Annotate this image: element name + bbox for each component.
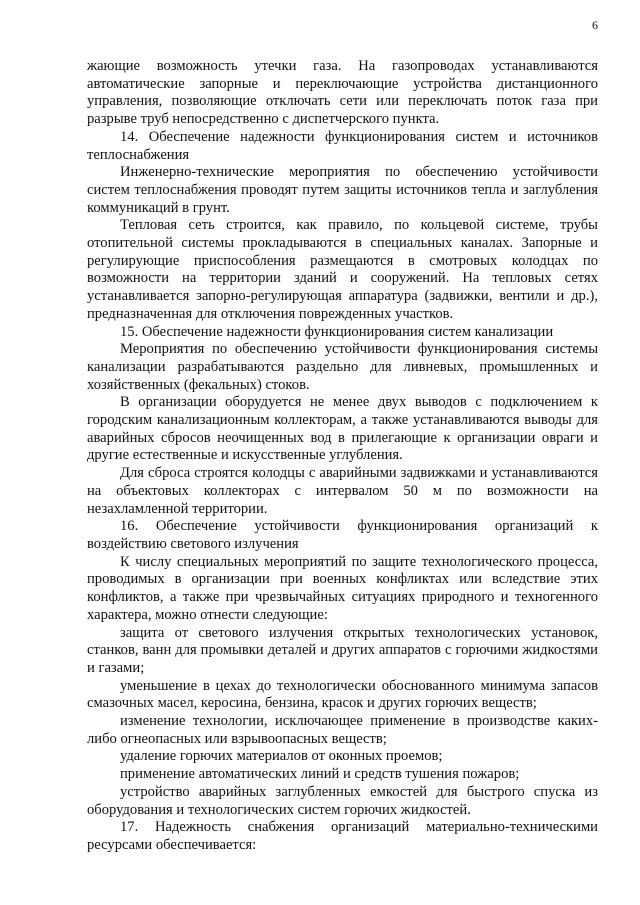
page-number: 6 xyxy=(592,18,598,32)
paragraph: Тепловая сеть строится, как правило, по кольцевой системе, трубы отопительной системы прокладываются в специальных каналах. Запорные и регулирующие приспособления размещаются в смотровых колодцах по возможности на территории зданий и сооружений. На тепловых сетях устанавливается запорно-регулирующая аппаратура (задвижки, вентили и др.), предназначенная для отключения поврежденных участков. xyxy=(87,217,598,322)
section-heading-14: 14. Обеспечение надежности функционирования систем и источников теплоснабжения xyxy=(87,128,598,163)
list-item: удаление горючих материалов от оконных проемов; xyxy=(120,748,443,765)
paragraph: К числу специальных мероприятий по защите технологического процесса, проводимых в организации при военных конфликтах или вследствие этих конфликтов, а также при чрезвычайных ситуациях природного и техногенного характера, можно отнести следующие: xyxy=(87,553,598,623)
section-heading-15: 15. Обеспечение надежности функционирования систем канализации xyxy=(120,323,554,340)
page-body xyxy=(87,58,598,855)
paragraph: Мероприятия по обеспечению устойчивости функционирования системы канализации разрабатываются раздельно для ливневых, промышленных и хозяйственных (фекальных) стоков. xyxy=(87,341,598,393)
paragraph-gas-continuation: жающие возможность утечки газа. На газопроводах устанавливаются автоматические запорные и переключающие устройства дистанционного управления, позволяющие отключать сети или переключать поток газа при разрыве труб непосредственно с диспетчерского пункта. xyxy=(87,58,598,128)
section-heading-17: 17. Надежность снабжения организаций материально-техническими ресурсами обеспечивается: xyxy=(87,819,598,853)
paragraph: Для сброса строятся колодцы с аварийными задвижками и устанавливаются на объектовых коллекторах с интервалом 50 м по возможности на незахламленной территории. xyxy=(87,465,598,517)
section-heading-16: 16. Обеспечение устойчивости функционирования организаций к воздействию светового излучения xyxy=(87,518,598,552)
list-item: уменьшение в цехах до технологически обоснованного минимума запасов смазочных масел, керосина, бензина, красок и других горючих веществ; xyxy=(87,677,598,712)
paragraph: В организации оборудуется не менее двух выводов с подключением к городским канализационным коллекторам, а также устанавливаются выводы для аварийных сбросов неочищенных вод в прилегающие к организации овраги и другие естественные и искусственные углубления. xyxy=(87,394,598,464)
list-item: защита от светового излучения открытых технологических установок, станков, ванн для промывки деталей и других аппаратов с горючими жидкостями и газами; xyxy=(87,624,598,676)
list-item: изменение технологии, исключающее применение в производстве каких-либо огнеопасных или взрывоопасных веществ; xyxy=(87,713,598,747)
paragraph: Инженерно-технические мероприятия по обеспечению устойчивости систем теплоснабжения проводят путем защиты источников тепла и заглубления коммуникаций в грунт. xyxy=(87,164,598,216)
list-item: применение автоматических линий и средств тушения пожаров; xyxy=(120,766,520,783)
list-item: устройство аварийных заглубленных емкостей для быстрого спуска из оборудования и технологических систем горючих жидкостей. xyxy=(87,783,598,818)
